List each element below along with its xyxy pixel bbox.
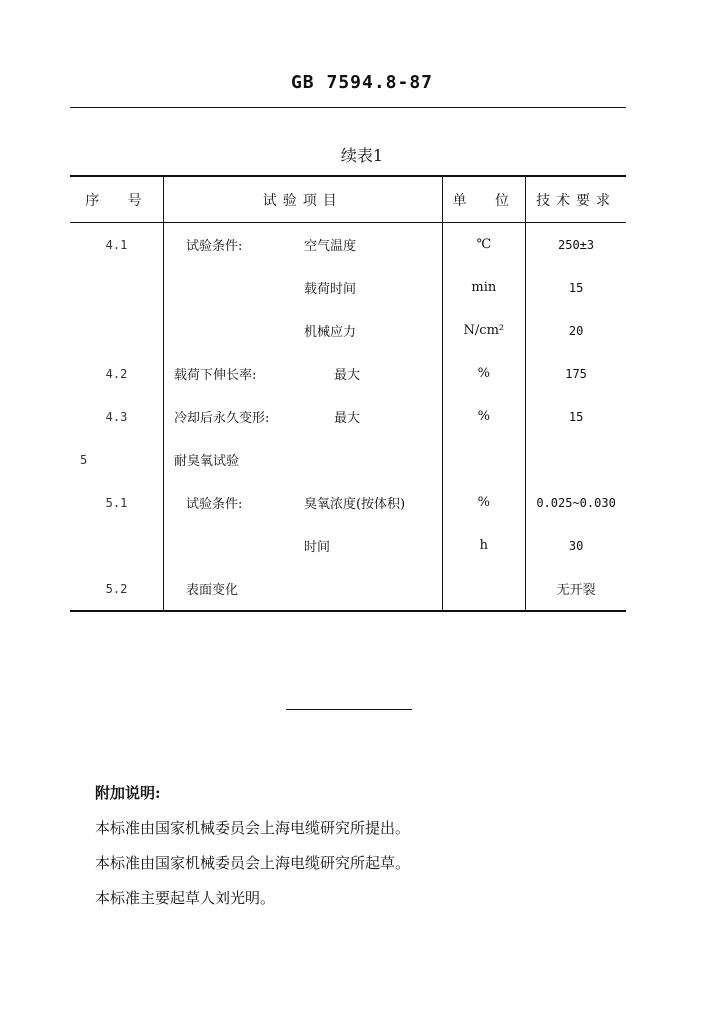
header-rule [70, 107, 626, 108]
row-requirement: 30 [568, 538, 584, 553]
table-row [70, 395, 626, 438]
row-unit: ℃ [442, 223, 526, 267]
notes-line: 本标准由国家机械委员会上海电缆研究所起草。 [95, 854, 411, 872]
row-requirement: 175 [565, 366, 587, 381]
row-label: 耐臭氧试验 [173, 454, 239, 469]
header-unit: 单 位 [442, 176, 526, 223]
row-label [164, 321, 304, 340]
row-no: 5.1 [70, 481, 163, 524]
row-unit: % [442, 395, 526, 438]
row-no: 5 [70, 438, 163, 481]
row-unit: % [442, 481, 526, 524]
row-unit: % [442, 352, 526, 395]
row-requirement: 15 [568, 409, 584, 424]
row-label: 试验条件: [185, 497, 243, 512]
row-item [163, 352, 442, 395]
row-label: 冷却后永久变形: [173, 411, 270, 426]
row-no: 4.2 [70, 352, 163, 395]
row-unit: h [442, 524, 526, 567]
table-row [70, 266, 626, 309]
row-requirement: 无开裂 [556, 583, 596, 598]
row-item [163, 481, 442, 524]
row-condition [304, 450, 442, 469]
row-unit [442, 438, 526, 481]
row-condition: 最大 [333, 368, 360, 383]
table-row [70, 481, 626, 524]
row-item [163, 438, 442, 481]
row-requirement [526, 438, 626, 481]
row-condition: 空气温度 [303, 239, 356, 254]
row-no [70, 266, 163, 309]
row-label: 表面变化 [185, 583, 238, 598]
table-caption: 续表1 [340, 146, 384, 165]
table-row [70, 223, 626, 267]
row-label [164, 536, 304, 555]
header-no: 序 号 [70, 176, 163, 223]
row-item [163, 567, 442, 611]
table-row [70, 524, 626, 567]
row-requirement: 15 [568, 280, 584, 295]
row-item [163, 395, 442, 438]
row-item [163, 223, 442, 267]
row-requirement: 0.025~0.030 [536, 495, 616, 510]
additional-notes [95, 776, 410, 916]
row-condition [304, 579, 442, 598]
row-item [163, 309, 442, 352]
row-no: 4.1 [70, 223, 163, 267]
row-label: 载荷下伸长率: [173, 368, 257, 383]
row-label [164, 278, 304, 297]
row-item [163, 524, 442, 567]
notes-heading: 附加说明: [95, 784, 161, 802]
header-item: 试验项目 [163, 176, 442, 223]
row-requirement: 250±3 [558, 237, 595, 252]
row-item [163, 266, 442, 309]
spec-table [70, 175, 626, 612]
row-unit [442, 567, 526, 611]
row-condition: 载荷时间 [303, 282, 356, 297]
table-row [70, 352, 626, 395]
table-row [70, 567, 626, 611]
row-condition: 机械应力 [303, 325, 356, 340]
row-condition: 最大 [333, 411, 360, 426]
row-label: 试验条件: [185, 239, 243, 254]
table-row [70, 438, 626, 481]
notes-line: 本标准主要起草人刘光明。 [95, 889, 276, 907]
row-requirement: 20 [568, 323, 584, 338]
row-unit: N/cm² [442, 309, 526, 352]
table-header-row [70, 176, 626, 223]
row-condition: 臭氧浓度(按体积) [303, 497, 406, 512]
header-requirement: 技术要求 [526, 176, 626, 223]
row-no [70, 309, 163, 352]
standard-code: GB 7594.8-87 [290, 72, 434, 93]
row-unit: min [442, 266, 526, 309]
notes-line: 本标准由国家机械委员会上海电缆研究所提出。 [95, 819, 411, 837]
row-no: 4.3 [70, 395, 163, 438]
table-row [70, 309, 626, 352]
row-no: 5.2 [70, 567, 163, 611]
row-condition: 时间 [303, 540, 330, 555]
row-no [70, 524, 163, 567]
section-divider [286, 709, 412, 710]
